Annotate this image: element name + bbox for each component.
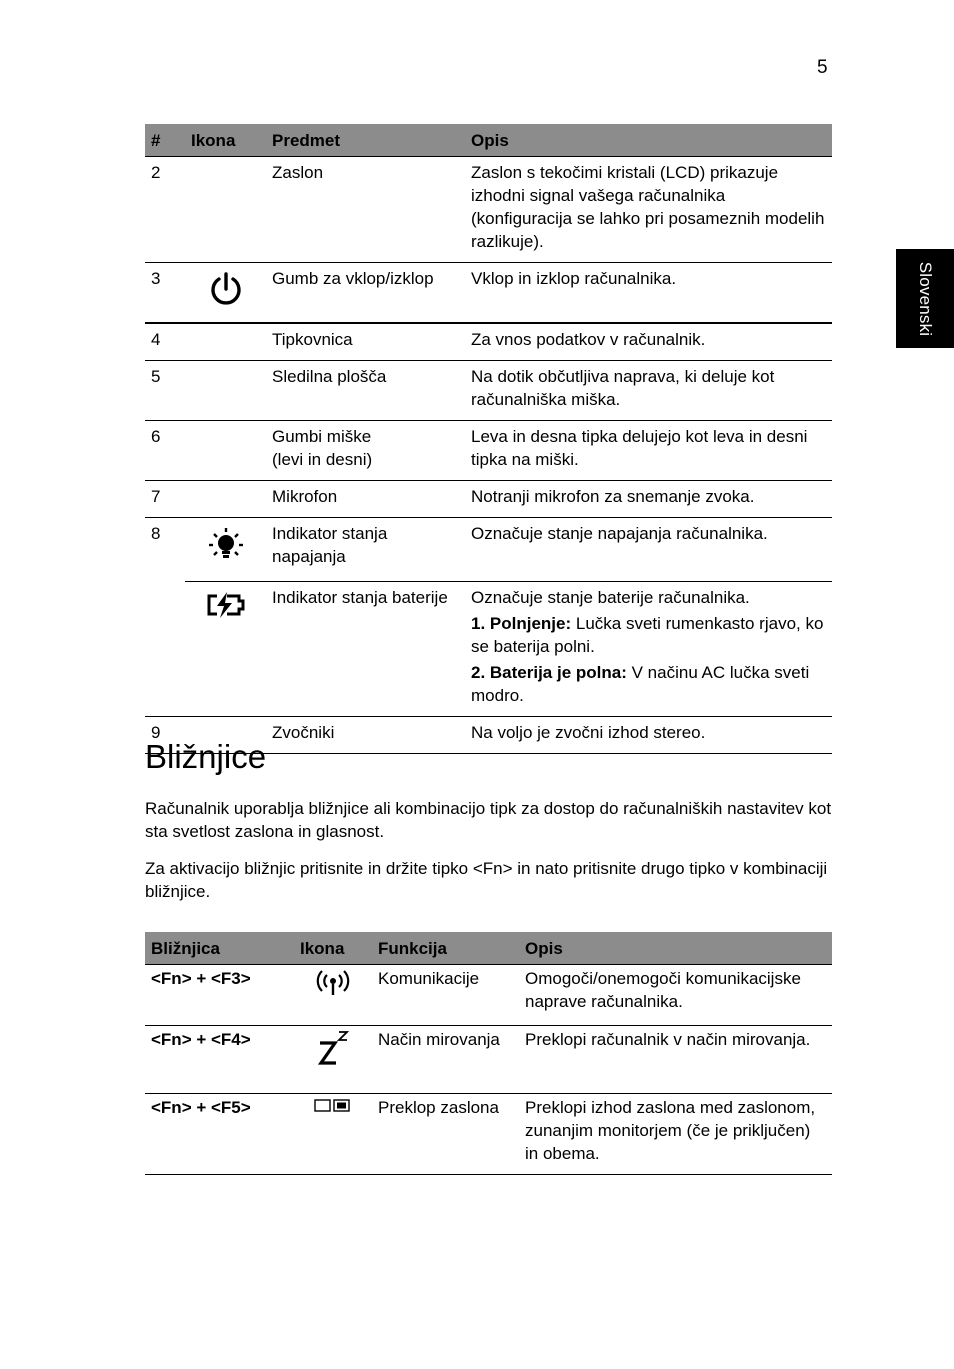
row-desc: Vklop in izklop računalnika.: [465, 263, 832, 324]
row-item: Sledilna plošča: [266, 361, 465, 421]
table-row: [145, 518, 832, 582]
shortcut-key: <Fn> + <F5>: [145, 1094, 294, 1175]
row-desc: Notranji mikrofon za snemanje zvoka.: [465, 481, 832, 518]
header-shortcut: Bližnjica: [145, 932, 294, 965]
header-function: Funkcija: [372, 932, 519, 965]
row-desc: Označuje stanje baterije računalnika. 1. Polnjenje: Lučka sveti rumenkasto rjavo, ko se baterija polni. 2. Baterija je polna: V načinu AC lučka sveti modro.: [465, 582, 832, 717]
instruction-paragraph: Za aktivacijo bližnjic pritisnite in držite tipko <Fn> in nato pritisnite drugo tipko v kombinaciji bližnjice.: [145, 859, 828, 901]
row-item: Indikator stanja napajanja: [266, 518, 465, 582]
language-tab-label: Slovenski: [916, 261, 935, 336]
intro-paragraph: Računalnik uporablja bližnjice ali kombinacijo tipk za dostop do računalniških nastavitev kot sta svetlost zaslona in glasnost.: [145, 799, 832, 841]
shortcut-desc: Omogoči/onemogoči komunikacijske naprave računalnika.: [519, 965, 832, 1026]
table-row: [145, 361, 832, 421]
row-num: 7: [145, 481, 185, 518]
table-row: [145, 421, 832, 481]
shortcut-function: Preklop zaslona: [372, 1094, 519, 1175]
table-header-row: [145, 124, 832, 157]
table-header-row: [145, 932, 832, 965]
table-row: [145, 481, 832, 518]
language-tab: [896, 249, 954, 348]
table-row: [145, 965, 832, 1026]
row-item: Indikator stanja baterije: [266, 582, 465, 717]
wireless-icon: [313, 967, 353, 999]
section-title: Bližnjice: [145, 738, 267, 775]
row-num: 3: [145, 263, 185, 324]
row-item: Mikrofon: [266, 481, 465, 518]
header-icon: Ikona: [294, 932, 372, 965]
table-row: [145, 323, 832, 361]
row-num: 6: [145, 421, 185, 481]
shortcuts-table: [145, 932, 832, 1175]
row-item: Zaslon: [266, 157, 465, 263]
row-item: Gumbi miške (levi in desni): [266, 421, 465, 481]
row-item: Zvočniki: [266, 717, 465, 754]
header-icon: Ikona: [185, 124, 266, 157]
row-item: Tipkovnica: [266, 323, 465, 361]
row-num: 8: [145, 518, 185, 717]
row-desc: Za vnos podatkov v računalnik.: [465, 323, 832, 361]
row-desc: Na voljo je zvočni izhod stereo.: [465, 717, 832, 754]
components-table: [145, 124, 832, 754]
display-toggle-icon: [313, 1096, 353, 1116]
row-num: 2: [145, 157, 185, 263]
header-desc: Opis: [465, 124, 832, 157]
header-num: #: [145, 124, 185, 157]
sleep-icon: [313, 1028, 353, 1068]
power-indicator-icon: [206, 526, 246, 566]
shortcut-function: Komunikacije: [372, 965, 519, 1026]
row-desc: Leva in desna tipka delujejo kot leva in desni tipka na miški.: [465, 421, 832, 481]
table-row: [145, 1026, 832, 1094]
table-row: [145, 157, 832, 263]
row-num: 5: [145, 361, 185, 421]
page-number: 5: [817, 57, 828, 78]
header-desc: Opis: [519, 932, 832, 965]
shortcut-key: <Fn> + <F3>: [145, 965, 294, 1026]
row-item: Gumb za vklop/izklop: [266, 263, 465, 324]
row-desc: Označuje stanje napajanja računalnika.: [465, 518, 832, 582]
power-icon: [208, 271, 244, 307]
shortcut-desc: Preklopi računalnik v način mirovanja.: [519, 1026, 832, 1094]
table-row: [145, 1094, 832, 1175]
row-num: 4: [145, 323, 185, 361]
shortcut-key: <Fn> + <F4>: [145, 1026, 294, 1094]
table-row: [145, 263, 832, 324]
shortcut-desc: Preklopi izhod zaslona med zaslonom, zunanjim monitorjem (če je priključen) in obema.: [519, 1094, 832, 1175]
row-desc: Zaslon s tekočimi kristali (LCD) prikazuje izhodni signal vašega računalnika (konfiguracija se lahko pri posameznih modelih razlikuje).: [465, 157, 832, 263]
table-row: [145, 582, 832, 717]
row-desc: Na dotik občutljiva naprava, ki deluje kot računalniška miška.: [465, 361, 832, 421]
battery-indicator-icon: [205, 590, 247, 620]
header-item: Predmet: [266, 124, 465, 157]
row-num: 9: [145, 717, 185, 754]
shortcut-function: Način mirovanja: [372, 1026, 519, 1094]
